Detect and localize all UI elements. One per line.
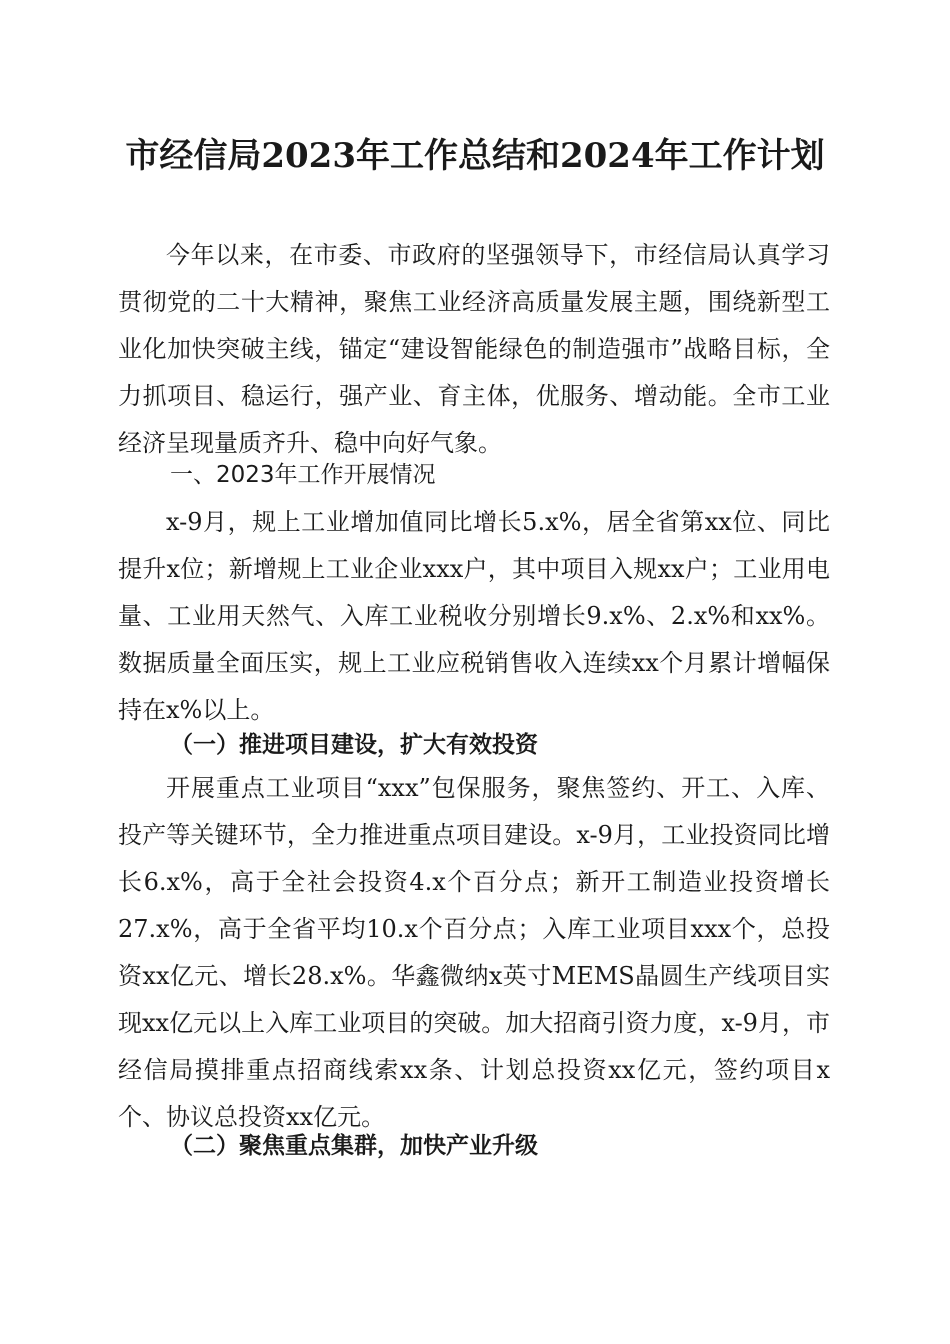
section-1-paragraph: x-9月，规上工业增加值同比增长5.x%，居全省第xx位、同比提升x位；新增规上工业企业xxx户，其中项目入规xx户；工业用电量、工业用天然气、入库工业税收分别增长9.x%、2.x%和xx%。数据质量全面压实，规上工业应税销售收入连续xx个月累计增幅保持在x%以上。 <box>118 508 830 724</box>
subsection-heading-2: （二）聚焦重点集群，加快产业升级 <box>170 1132 538 1159</box>
document-title: 市经信局2023年工作总结和2024年工作计划 <box>125 136 825 176</box>
subsection-heading-1: （一）推进项目建设，扩大有效投资 <box>170 731 538 758</box>
subsection-1-paragraph: 开展重点工业项目“xxx”包保服务，聚焦签约、开工、入库、投产等关键环节，全力推进重点项目建设。x-9月，工业投资同比增长6.x%，高于全社会投资4.x个百分点；新开工制造业投资增长27.x%，高于全省平均10.x个百分点；入库工业项目xxx个，总投资xx亿元、增长28.x%。华鑫微纳x英寸MEMS晶圆生产线项目实现xx亿元以上入库工业项目的突破。加大招商引资力度，x-9月，市经信局摸排重点招商线索xx条、计划总投资xx亿元，签约项目x个、协议总投资xx亿元。 <box>118 774 830 1131</box>
intro-paragraph: 今年以来，在市委、市政府的坚强领导下，市经信局认真学习贯彻党的二十大精神，聚焦工业经济高质量发展主题，围绕新型工业化加快突破主线，锚定“建设智能绿色的制造强市”战略目标，全力抓项目、稳运行，强产业、育主体，优服务、增动能。全市工业经济呈现量质齐升、稳中向好气象。 <box>118 241 830 457</box>
section-heading-1: 一、2023年工作开展情况 <box>170 462 436 488</box>
